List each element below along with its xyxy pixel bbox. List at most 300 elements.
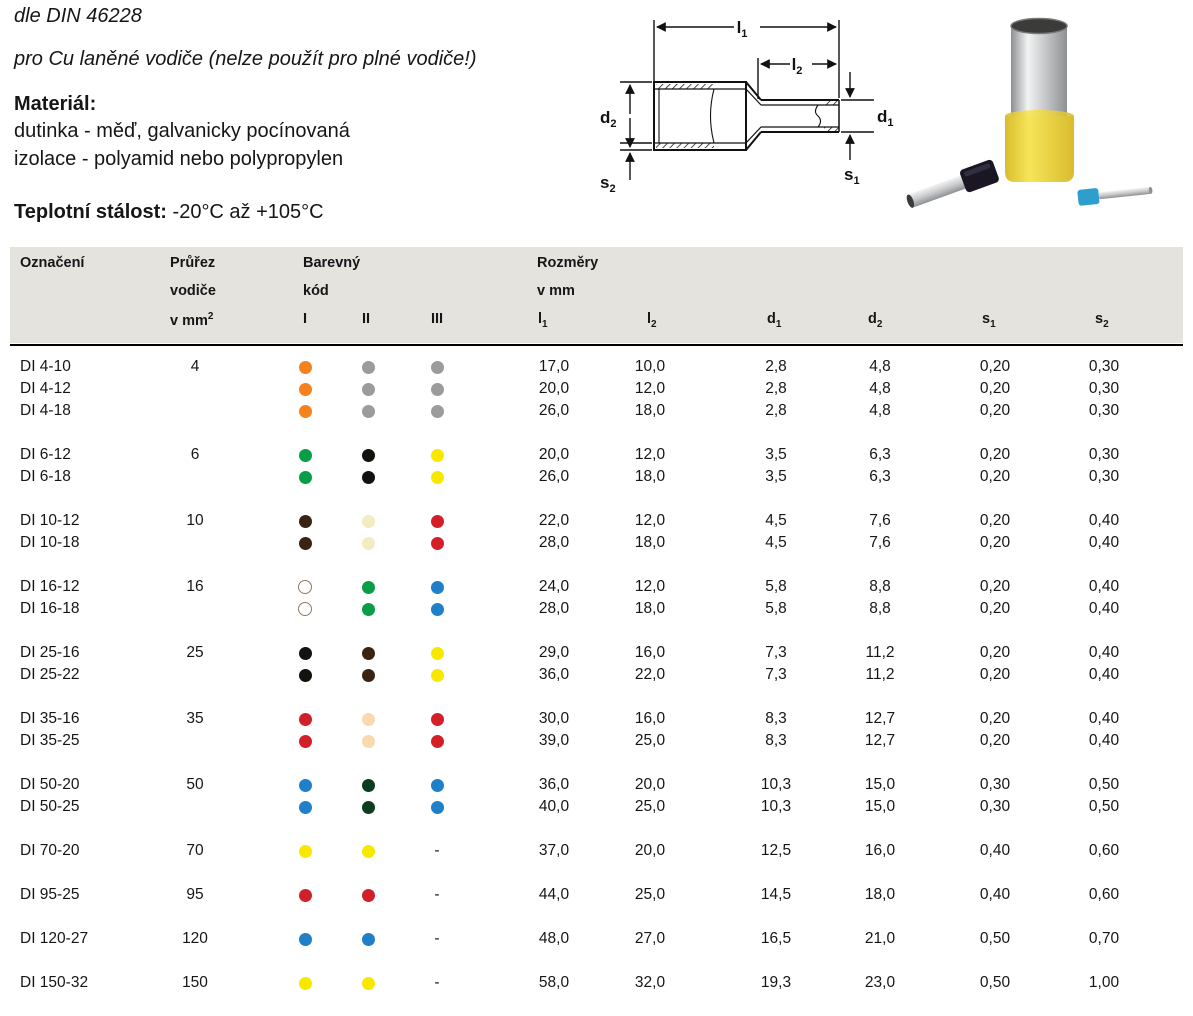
color-dot-I [298, 796, 312, 818]
color-swatch-yellow [299, 977, 312, 990]
dim-d2: 15,0 [864, 798, 896, 815]
dim-d1: 19,3 [760, 974, 792, 991]
col-cross-section-3: v $mm^2$ [170, 311, 214, 329]
dim-s2: 0,30 [1088, 380, 1120, 397]
row-designation: DI 6-12 [20, 446, 71, 463]
dim-d2: 7,6 [869, 512, 891, 529]
label-s2: $s_2$ [600, 173, 616, 195]
table-group [0, 928, 1193, 950]
table-row [0, 466, 1193, 488]
row-cross-section: 10 [186, 512, 204, 529]
dim-d2: 23,0 [864, 974, 896, 991]
color-dot-II [361, 400, 375, 422]
dim-l1: 36,0 [538, 776, 570, 793]
dim-d1: 2,8 [765, 402, 787, 419]
color-swatch-blue [362, 933, 375, 946]
dim-l2: 32,0 [634, 974, 666, 991]
color-swatch-yellow [431, 471, 444, 484]
color-dot-I [298, 708, 312, 730]
table-row [0, 730, 1193, 752]
dim-l2: 25,0 [634, 732, 666, 749]
color-dot-III [430, 378, 444, 400]
dim-s1: 0,30 [979, 798, 1011, 815]
label-s1: $s_1$ [844, 165, 860, 187]
color-swatch-green [362, 603, 375, 616]
dim-l1: 30,0 [538, 710, 570, 727]
table-row [0, 664, 1193, 686]
col-color-I: I [303, 311, 308, 327]
dim-s1: 0,50 [979, 974, 1011, 991]
color-dot-I [298, 642, 312, 664]
row-cross-section: 16 [186, 578, 204, 595]
dim-l1: 26,0 [538, 468, 570, 485]
dim-l1: 26,0 [538, 402, 570, 419]
col-designation: Označení [20, 255, 85, 271]
dim-s2: 0,50 [1088, 776, 1120, 793]
dim-d2: 6,3 [869, 446, 891, 463]
row-designation: DI 120-27 [20, 930, 89, 947]
dim-d2: 11,2 [865, 666, 895, 683]
table-group [0, 972, 1193, 994]
dim-l1: 29,0 [538, 644, 570, 661]
color-swatch-yellow [362, 845, 375, 858]
color-dot-I [298, 400, 312, 422]
row-cross-section: 150 [182, 974, 208, 991]
color-dot-II [361, 664, 375, 686]
color-swatch-blue [431, 801, 444, 814]
color-swatch-brown [299, 537, 312, 550]
color-dot-II [361, 642, 375, 664]
color-dot-III [430, 708, 444, 730]
dim-s2: 0,40 [1088, 512, 1120, 529]
col-d2: $d_2$ [868, 311, 883, 330]
table-row [0, 400, 1193, 422]
row-designation: DI 16-12 [20, 578, 80, 595]
color-dot-II [361, 884, 375, 906]
color-swatch-ivory [362, 537, 375, 550]
color-dot-I [298, 730, 312, 752]
dim-l2: 20,0 [634, 842, 666, 859]
dim-d1: 2,8 [765, 380, 787, 397]
dim-d2: 16,0 [864, 842, 896, 859]
color-dot-III [430, 730, 444, 752]
dim-l2: 18,0 [634, 600, 666, 617]
color-dot-I [298, 466, 312, 488]
dim-l1: 44,0 [538, 886, 570, 903]
color-swatch-red [299, 713, 312, 726]
color-swatch-gray [431, 405, 444, 418]
color-dot-II [361, 840, 375, 862]
color-swatch-red [362, 889, 375, 902]
color-swatch-dark_green [362, 801, 375, 814]
color-swatch-beige [362, 735, 375, 748]
temperature-value: -20°C až +105°C [172, 201, 324, 223]
dim-d2: 12,7 [864, 710, 896, 727]
dim-s2: 0,30 [1088, 358, 1120, 375]
col-color-III: III [431, 311, 444, 327]
row-cross-section: 25 [186, 644, 204, 661]
dim-d1: 5,8 [765, 578, 787, 595]
color-dot-III [430, 466, 444, 488]
dim-s1: 0,20 [979, 402, 1011, 419]
color-dot-III: - [434, 842, 440, 859]
dim-l1: 40,0 [538, 798, 570, 815]
table-row [0, 356, 1193, 378]
dim-l2: 12,0 [634, 446, 666, 463]
temperature-label: Teplotní stálost: [14, 201, 167, 223]
color-dot-II [361, 730, 375, 752]
col-cross-section-1: Průřez [170, 255, 216, 271]
row-designation: DI 4-18 [20, 402, 71, 419]
color-dot-III [430, 356, 444, 378]
row-designation: DI 150-32 [20, 974, 89, 991]
dim-l2: 12,0 [634, 380, 666, 397]
table-row [0, 884, 1193, 906]
color-dot-II [361, 466, 375, 488]
color-dot-II [361, 796, 375, 818]
ferrule-large [1005, 19, 1074, 183]
material-heading: Materiál: [14, 93, 97, 115]
dim-d1: 10,3 [760, 776, 792, 793]
color-swatch-ivory [362, 515, 375, 528]
color-dot-I [298, 972, 312, 994]
row-designation: DI 35-25 [20, 732, 80, 749]
color-dot-III: - [434, 886, 440, 903]
table-group [0, 356, 1193, 422]
row-designation: DI 10-12 [20, 512, 80, 529]
dim-l1: 58,0 [538, 974, 570, 991]
color-dot-III [430, 796, 444, 818]
dim-l1: 24,0 [538, 578, 570, 595]
dim-s1: 0,20 [979, 666, 1011, 683]
col-cross-section-2: vodiče [170, 283, 216, 299]
dim-l1: 39,0 [538, 732, 570, 749]
color-swatch-yellow [431, 669, 444, 682]
color-dot-III [430, 444, 444, 466]
color-dot-II [361, 576, 375, 598]
dim-d1: 7,3 [765, 666, 787, 683]
label-d1: $d_1$ [877, 107, 894, 129]
color-dot-II [361, 356, 375, 378]
dim-l1: 28,0 [538, 600, 570, 617]
table-row [0, 532, 1193, 554]
row-designation: DI 4-12 [20, 380, 71, 397]
dim-s1: 0,20 [979, 446, 1011, 463]
color-swatch-orange [299, 361, 312, 374]
dim-l2: 18,0 [634, 402, 666, 419]
color-dot-I [298, 884, 312, 906]
dim-s2: 0,60 [1088, 842, 1120, 859]
row-designation: DI 4-10 [20, 358, 71, 375]
row-designation: DI 16-18 [20, 600, 80, 617]
color-dot-I [298, 840, 312, 862]
dim-l1: 22,0 [538, 512, 570, 529]
ferrule-outline [654, 82, 839, 150]
dim-s1: 0,20 [979, 512, 1011, 529]
dim-l2: 22,0 [634, 666, 666, 683]
row-designation: DI 95-25 [20, 886, 80, 903]
dim-d1: 3,5 [765, 446, 787, 463]
dim-d1: 16,5 [760, 930, 792, 947]
color-swatch-green [299, 471, 312, 484]
color-swatch-red [299, 735, 312, 748]
row-cross-section: 6 [190, 446, 200, 463]
row-designation: DI 25-16 [20, 644, 80, 661]
dim-s2: 0,40 [1088, 534, 1120, 551]
dim-l2: 16,0 [634, 710, 666, 727]
color-swatch-black [362, 449, 375, 462]
dim-s1: 0,40 [979, 886, 1011, 903]
color-dot-I [298, 664, 312, 686]
dim-s1: 0,20 [979, 710, 1011, 727]
dim-l2: 10,0 [634, 358, 666, 375]
color-dot-II [361, 444, 375, 466]
dim-s2: 1,00 [1088, 974, 1120, 991]
dim-s2: 0,60 [1088, 886, 1120, 903]
color-swatch-white [298, 580, 312, 594]
dim-l2: 25,0 [634, 798, 666, 815]
color-dot-I [298, 378, 312, 400]
color-swatch-gray [431, 383, 444, 396]
row-designation: DI 10-18 [20, 534, 80, 551]
dim-l2: 16,0 [634, 644, 666, 661]
color-swatch-red [431, 735, 444, 748]
table-group [0, 642, 1193, 686]
color-swatch-black [299, 647, 312, 660]
label-l1: $l_1$ [736, 18, 748, 40]
color-dot-II [361, 708, 375, 730]
dimension-diagram [596, 2, 896, 213]
dim-d1: 12,5 [760, 842, 792, 859]
color-swatch-yellow [431, 449, 444, 462]
dim-d2: 18,0 [864, 886, 896, 903]
dim-s2: 0,30 [1088, 402, 1120, 419]
table-row [0, 796, 1193, 818]
table-group [0, 840, 1193, 862]
dim-d2: 21,0 [864, 930, 896, 947]
table-group [0, 576, 1193, 620]
row-designation: DI 50-20 [20, 776, 80, 793]
color-dot-II [361, 532, 375, 554]
dim-s1: 0,20 [979, 380, 1011, 397]
color-swatch-blue [431, 603, 444, 616]
color-swatch-dark_green [362, 779, 375, 792]
col-d1: $d_1$ [767, 311, 782, 330]
color-swatch-gray [362, 361, 375, 374]
col-dimensions-2: v mm [537, 283, 575, 299]
color-dot-I [298, 444, 312, 466]
color-dot-I [298, 774, 312, 796]
material-line-2: izolace - polyamid nebo polypropylen [14, 148, 344, 170]
dim-s1: 0,20 [979, 468, 1011, 485]
color-swatch-red [299, 889, 312, 902]
row-cross-section: 120 [182, 930, 208, 947]
dim-d2: 4,8 [869, 358, 891, 375]
dim-s2: 0,70 [1088, 930, 1120, 947]
col-s1: $s_1$ [982, 311, 996, 330]
col-l2: $l_2$ [647, 311, 657, 330]
color-swatch-gray [431, 361, 444, 374]
color-dot-II [361, 378, 375, 400]
dim-l1: 20,0 [538, 380, 570, 397]
color-dot-III [430, 642, 444, 664]
dim-s1: 0,20 [979, 358, 1011, 375]
dim-s2: 0,40 [1088, 600, 1120, 617]
dim-d2: 7,6 [869, 534, 891, 551]
color-swatch-gray [362, 383, 375, 396]
dim-l2: 12,0 [634, 578, 666, 595]
dim-d2: 15,0 [864, 776, 896, 793]
dim-s1: 0,20 [979, 534, 1011, 551]
color-swatch-green [362, 581, 375, 594]
table-row [0, 598, 1193, 620]
col-color-code-2: kód [303, 283, 329, 299]
material-line-1: dutinka - měď, galvanicky pocínovaná [14, 120, 350, 142]
dim-l1: 17,0 [538, 358, 570, 375]
dim-l1: 48,0 [538, 930, 570, 947]
color-swatch-yellow [431, 647, 444, 660]
dim-d1: 5,8 [765, 600, 787, 617]
dim-d1: 8,3 [765, 732, 787, 749]
row-designation: DI 6-18 [20, 468, 71, 485]
dim-d2: 11,2 [865, 644, 895, 661]
header-divider [10, 344, 1183, 346]
color-dot-II [361, 598, 375, 620]
color-dot-I [298, 576, 312, 598]
dim-d2: 8,8 [869, 578, 891, 595]
color-swatch-red [431, 713, 444, 726]
dim-s2: 0,50 [1088, 798, 1120, 815]
dim-d2: 4,8 [869, 402, 891, 419]
row-designation: DI 70-20 [20, 842, 80, 859]
color-swatch-beige [362, 713, 375, 726]
dim-d1: 14,5 [760, 886, 792, 903]
color-dot-III [430, 774, 444, 796]
dim-s2: 0,40 [1088, 710, 1120, 727]
table-group [0, 510, 1193, 554]
color-swatch-yellow [299, 845, 312, 858]
dim-d1: 4,5 [765, 534, 787, 551]
table-row [0, 774, 1193, 796]
dim-d2: 8,8 [869, 600, 891, 617]
color-swatch-orange [299, 383, 312, 396]
color-swatch-red [431, 537, 444, 550]
color-swatch-blue [299, 801, 312, 814]
temperature-stability [14, 201, 324, 224]
table-row [0, 928, 1193, 950]
dim-d1: 10,3 [760, 798, 792, 815]
usage-note: pro Cu laněné vodiče (nelze použít pro plné vodiče!) [14, 48, 477, 70]
label-l2: $l_2$ [791, 55, 803, 77]
dim-s1: 0,40 [979, 842, 1011, 859]
table-row [0, 840, 1193, 862]
dim-s2: 0,30 [1088, 468, 1120, 485]
color-dot-III [430, 510, 444, 532]
color-swatch-black [299, 669, 312, 682]
color-dot-III [430, 400, 444, 422]
product-photo [893, 2, 1191, 233]
dim-s2: 0,40 [1088, 644, 1120, 661]
color-dot-II [361, 510, 375, 532]
col-color-II: II [362, 311, 371, 327]
table-row [0, 708, 1193, 730]
color-swatch-blue [431, 779, 444, 792]
table-body [0, 356, 1193, 1016]
dim-s1: 0,20 [979, 732, 1011, 749]
dim-l2: 18,0 [634, 534, 666, 551]
color-swatch-black [362, 471, 375, 484]
table-row [0, 972, 1193, 994]
row-designation: DI 50-25 [20, 798, 80, 815]
dim-d1: 4,5 [765, 512, 787, 529]
dim-s2: 0,40 [1088, 732, 1120, 749]
dim-l2: 27,0 [634, 930, 666, 947]
color-dot-III [430, 598, 444, 620]
color-swatch-white [298, 602, 312, 616]
color-swatch-blue [431, 581, 444, 594]
color-dot-I [298, 532, 312, 554]
color-swatch-brown [299, 515, 312, 528]
color-swatch-brown [362, 647, 375, 660]
label-d2: $d_2$ [600, 108, 617, 130]
color-swatch-orange [299, 405, 312, 418]
table-row [0, 378, 1193, 400]
table-group [0, 444, 1193, 488]
color-dot-I [298, 356, 312, 378]
dim-s2: 0,40 [1088, 666, 1120, 683]
col-s2: $s_2$ [1095, 311, 1109, 330]
table-group [0, 774, 1193, 818]
dim-s1: 0,30 [979, 776, 1011, 793]
dim-s1: 0,20 [979, 644, 1011, 661]
color-dot-III: - [434, 930, 440, 947]
ferrule-small [1077, 182, 1153, 206]
color-swatch-gray [362, 405, 375, 418]
dim-l1: 20,0 [538, 446, 570, 463]
color-dot-I [298, 598, 312, 620]
color-swatch-brown [362, 669, 375, 682]
row-cross-section: 70 [186, 842, 204, 859]
dim-l2: 25,0 [634, 886, 666, 903]
table-header [10, 247, 1183, 343]
dim-s2: 0,30 [1088, 446, 1120, 463]
dim-s1: 0,20 [979, 578, 1011, 595]
color-dot-II [361, 972, 375, 994]
row-cross-section: 50 [186, 776, 204, 793]
ferrule-medium [903, 159, 1000, 214]
dim-l2: 18,0 [634, 468, 666, 485]
dim-s1: 0,50 [979, 930, 1011, 947]
dim-l2: 12,0 [634, 512, 666, 529]
color-dot-III [430, 532, 444, 554]
dim-l1: 28,0 [538, 534, 570, 551]
dim-d1: 8,3 [765, 710, 787, 727]
row-cross-section: 95 [186, 886, 204, 903]
dim-l1: 37,0 [538, 842, 570, 859]
dim-l2: 20,0 [634, 776, 666, 793]
row-cross-section: 35 [186, 710, 204, 727]
row-cross-section: 4 [190, 358, 200, 375]
dim-s2: 0,40 [1088, 578, 1120, 595]
table-row [0, 444, 1193, 466]
color-swatch-blue [299, 933, 312, 946]
color-dot-II [361, 774, 375, 796]
row-designation: DI 35-16 [20, 710, 80, 727]
table-row [0, 642, 1193, 664]
row-designation: DI 25-22 [20, 666, 80, 683]
color-swatch-blue [299, 779, 312, 792]
color-dot-I [298, 928, 312, 950]
